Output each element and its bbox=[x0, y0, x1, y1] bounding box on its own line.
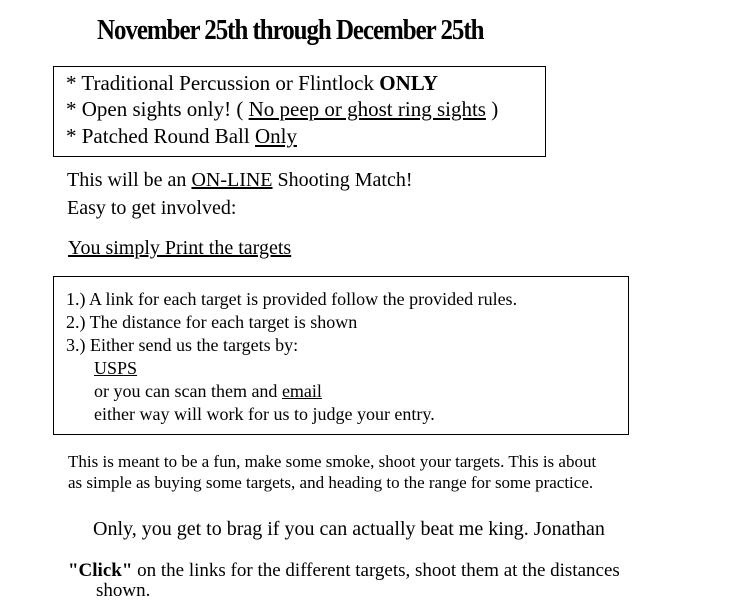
usps-link[interactable]: USPS bbox=[94, 358, 138, 378]
rule-flintlock-text: * Traditional Percussion or Flintlock bbox=[66, 71, 380, 95]
click-instruction-line-2: shown. bbox=[96, 580, 151, 601]
rule-round-ball bbox=[66, 124, 297, 149]
fun-paragraph-line-1: This is meant to be a fun, make some smoke, shoot your targets. This is about bbox=[68, 452, 597, 471]
rule-only-emphasis: ONLY bbox=[379, 71, 439, 95]
rule-open-sights bbox=[66, 97, 498, 122]
rule-round-ball-text: * Patched Round Ball bbox=[66, 124, 255, 148]
step-3: 3.) Either send us the targets by: bbox=[66, 335, 299, 355]
no-peep-sights-link[interactable]: No peep or ghost ring sights bbox=[248, 97, 486, 121]
scan-text: or you can scan them and bbox=[94, 381, 282, 401]
fun-paragraph-line-2: as simple as buying some targets, and heading to the range for some practice. bbox=[68, 473, 594, 492]
click-text: on the links for the different targets, shoot them at the distances bbox=[132, 560, 620, 581]
rule-flintlock bbox=[66, 71, 438, 96]
online-suffix: Shooting Match! bbox=[272, 169, 413, 191]
online-prefix: This will be an bbox=[67, 169, 192, 191]
print-targets-heading: You simply Print the targets bbox=[68, 237, 292, 259]
click-instruction-line-1 bbox=[68, 560, 620, 582]
online-underlined: ON-LINE bbox=[191, 169, 273, 191]
brag-line: Only, you get to brag if you can actually beat me king. Jonathan bbox=[93, 518, 605, 540]
click-emphasis: "Click" bbox=[68, 560, 133, 581]
either-way-line: either way will work for us to judge your entry. bbox=[94, 404, 435, 424]
email-link[interactable]: email bbox=[281, 381, 322, 401]
online-match-line bbox=[67, 169, 413, 192]
step-1: 1.) A link for each target is provided follow the provided rules. bbox=[66, 289, 518, 309]
step-2: 2.) The distance for each target is shown bbox=[66, 312, 358, 332]
easy-line: Easy to get involved: bbox=[67, 197, 237, 219]
rule-open-sights-close: ) bbox=[485, 97, 499, 121]
rule-only-underlined: Only bbox=[254, 124, 297, 148]
page-title: November 25th through December 25th bbox=[97, 14, 484, 46]
scan-line bbox=[94, 381, 322, 402]
rule-open-sights-text: * Open sights only! ( bbox=[66, 97, 249, 121]
